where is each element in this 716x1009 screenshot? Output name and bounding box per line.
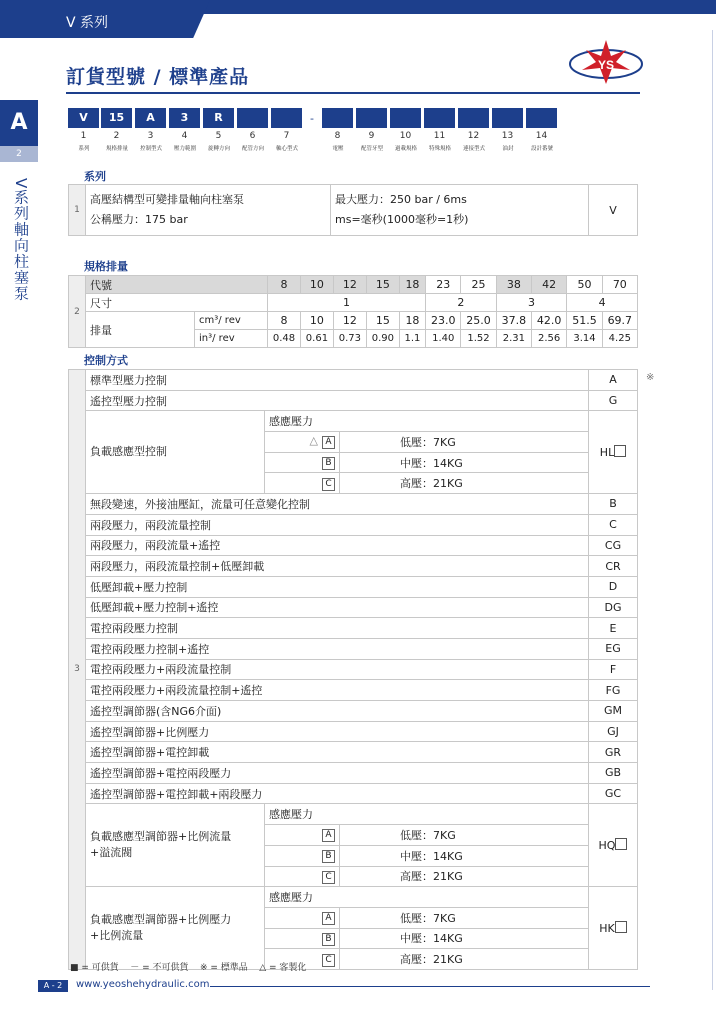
unit-in: in³/ rev [195,330,268,348]
code-box-6 [237,108,268,128]
disp-in: 0.48 [268,330,301,348]
disp-cm: 10 [300,312,333,330]
disp-code: 12 [333,276,366,294]
code-label: 電壓 [332,146,344,152]
code-box-8 [322,108,353,128]
section3-title: 控制方式 [84,354,128,367]
control-label: 遙控型調節器+電控卸載 [86,742,589,763]
code-label: 設計番號 [530,146,553,152]
disp-cm: 51.5 [567,312,602,330]
control-code: A [589,370,638,391]
table-row [69,701,638,722]
table-row [69,556,638,577]
size-value: 1 [268,294,426,312]
code-label: 連接型式 [462,146,485,152]
code-label: 控制型式 [139,146,162,152]
disp-in: 2.56 [532,330,567,348]
checkbox-icon [615,838,627,850]
control-code: EG [589,638,638,659]
footer-page: A - 2 [38,980,68,992]
unit-cm: cm³/ rev [195,312,268,330]
pressure-option [265,866,340,887]
code-box-4: 3 [169,108,200,128]
code-box-7 [271,108,302,128]
option-box: C [322,871,335,884]
pressure-option [265,928,340,949]
custom-triangle-icon: △ [309,434,318,448]
control-table [68,369,638,970]
table-row [69,535,638,556]
size-value: 3 [496,294,567,312]
table-row [69,680,638,701]
series-spec2: ms=毫秒(1000毫秒=1秒) [335,213,469,226]
disp-code: 25 [461,276,496,294]
table-row [69,887,638,908]
disp-in: 0.90 [366,330,399,348]
footer-url[interactable]: www.yeoshehydraulic.com [76,979,210,990]
legend-custom: △ = 客製化 [259,963,307,973]
option-box: A [322,436,335,449]
sense-pressure-label: 感應壓力 [265,411,589,432]
disp-code: 15 [366,276,399,294]
series-code: V [589,185,638,236]
code-label: 配管方向 [241,146,264,152]
disp-code: 70 [602,276,637,294]
control-code: F [589,659,638,680]
option-box: A [322,912,335,925]
disp-in: 1.40 [426,330,461,348]
code-label: 規格排量 [105,146,128,152]
control-code-text: HL [599,446,615,460]
control-code: GM [589,701,638,722]
size-value: 2 [426,294,497,312]
code-label: 油封 [502,146,514,152]
series-spec [331,185,589,236]
size-header: 尺寸 [86,294,268,312]
code-box-14 [526,108,557,128]
disp-code: 38 [496,276,531,294]
code-box-10 [390,108,421,128]
table-row [69,763,638,784]
series-label: V 系列 [66,15,109,31]
control-code [589,411,638,494]
disp-cm: 18 [399,312,425,330]
disp-in: 3.14 [567,330,602,348]
control-code: GJ [589,721,638,742]
disp-cm: 15 [366,312,399,330]
table-row [69,804,638,825]
table-row [69,370,638,391]
pressure-option [265,845,340,866]
control-label: 兩段壓力，兩段流量控制+低壓卸載 [86,556,589,577]
code-num: 13 [501,131,514,141]
series-spec1: 最大壓力：250 bar / 6ms [335,193,467,206]
control-label: 標準型壓力控制 [86,370,589,391]
code-num: 1 [80,131,87,141]
disp-in: 1.1 [399,330,425,348]
disp-cm: 8 [268,312,301,330]
control-code: B [589,494,638,515]
code-label: 特殊規格 [428,146,451,152]
disp-code: 23 [426,276,461,294]
pressure-value: 高壓：21KG [340,949,589,970]
pressure-option [265,473,340,494]
code-num: 2 [113,131,120,141]
code-num: 10 [399,131,412,141]
pressure-value: 中壓：14KG [340,928,589,949]
control-code [589,887,638,970]
disp-code: 18 [399,276,425,294]
table-row [69,494,638,515]
table-row [69,742,638,763]
code-label: 系列 [78,146,90,152]
control-label: 遙控型調節器+電控卸載+兩段壓力 [86,783,589,804]
checkbox-icon [615,921,627,933]
right-border [712,30,713,990]
control-label: 遙控型壓力控制 [86,390,589,411]
pressure-value: 低壓：7KG [340,825,589,846]
code-num: 3 [147,131,154,141]
control-label-line1: 負載感應型控制 [90,445,167,459]
displacement-table [68,275,638,348]
table-row [69,721,638,742]
ys-logo-icon [566,36,646,88]
series-desc2: 公稱壓力：175 bar [90,213,188,226]
svg-text:YS: YS [597,58,615,72]
code-box-13 [492,108,523,128]
control-label: 低壓卸載+壓力控制+遙控 [86,597,589,618]
disp-code: 50 [567,276,602,294]
checkbox-icon [614,445,626,457]
disp-in: 1.52 [461,330,496,348]
code-box-11 [424,108,455,128]
control-label [86,887,265,970]
title-underline [66,92,640,94]
disp-in: 4.25 [602,330,637,348]
pressure-value: 低壓：7KG [340,432,589,453]
control-label: 電控兩段壓力+兩段流量控制+遙控 [86,680,589,701]
code-label: 過載規格 [394,146,417,152]
code-num: 4 [181,131,188,141]
control-code: CG [589,535,638,556]
section-tab: A [0,100,38,146]
code-num: 6 [249,131,256,141]
pressure-value: 低壓：7KG [340,907,589,928]
control-label [86,804,265,887]
code-num: 7 [283,131,290,141]
series-desc1: 高壓結構型可變排量軸向柱塞泵 [90,193,244,206]
control-code: D [589,576,638,597]
legend-available: ■ = 可供貨 [70,963,119,973]
control-label-line2: +比例流量 [90,929,144,943]
control-label: 兩段壓力，兩段流量+遙控 [86,535,589,556]
disp-code: 8 [268,276,301,294]
code-box-3: A [135,108,166,128]
control-label: 無段變速，外接油壓缸，流量可任意變化控制 [86,494,589,515]
control-code: CR [589,556,638,577]
option-box: A [322,829,335,842]
table-row [69,597,638,618]
section-vertical-title: V系列軸向柱塞泵 [12,178,30,302]
page-title: 訂貨型號 / 標準產品 [66,66,250,88]
series-desc [86,185,331,236]
disp-cm: 12 [333,312,366,330]
table-row [69,659,638,680]
code-label: 旋轉方向 [207,146,230,152]
disp-cm: 69.7 [602,312,637,330]
pressure-option [265,907,340,928]
option-box: B [322,850,335,863]
disp-in: 2.31 [496,330,531,348]
section2-title: 規格排量 [84,260,128,273]
control-label: 電控兩段壓力控制+遙控 [86,638,589,659]
code-box-9 [356,108,387,128]
control-label: 遙控型調節器+比例壓力 [86,721,589,742]
table-row [69,576,638,597]
standard-star-icon: ※ [646,372,655,383]
pressure-option [265,432,340,453]
disp-in: 0.73 [333,330,366,348]
control-code: C [589,514,638,535]
control-code: GR [589,742,638,763]
pressure-value: 中壓：14KG [340,452,589,473]
row-num: 3 [69,370,86,970]
code-header: 代號 [86,276,268,294]
control-label: 電控兩段壓力控制 [86,618,589,639]
pressure-value: 高壓：21KG [340,866,589,887]
table-row [69,411,638,432]
footer-line [210,986,650,987]
disp-in: 0.61 [300,330,333,348]
series-table [68,184,638,236]
control-code-text: HK [599,922,615,936]
control-code: DG [589,597,638,618]
control-label [86,411,265,494]
control-label: 遙控型調節器(含NG6介面) [86,701,589,722]
code-label: 配管牙型 [360,146,383,152]
code-box-2: 15 [101,108,132,128]
section-page: 2 [0,146,38,162]
option-box: C [322,954,335,967]
table-row [69,618,638,639]
legend-unavailable: － = 不可供貨 [130,963,189,973]
disp-code: 42 [532,276,567,294]
control-code: GC [589,783,638,804]
control-code-text: HQ [598,839,616,853]
code-num: 5 [215,131,222,141]
control-code: FG [589,680,638,701]
sense-pressure-label: 感應壓力 [265,887,589,908]
legend [70,960,306,973]
disp-code: 10 [300,276,333,294]
code-label: 壓力範圍 [173,146,196,152]
disp-cm: 25.0 [461,312,496,330]
code-num: 12 [467,131,480,141]
row-num: 1 [69,185,86,236]
code-dash: - [310,112,314,125]
option-box: B [322,457,335,470]
code-box-1: V [68,108,99,128]
disp-cm: 42.0 [532,312,567,330]
code-num: 14 [535,131,548,141]
code-num: 8 [334,131,341,141]
disp-cm: 23.0 [426,312,461,330]
row-num: 2 [69,276,86,348]
pressure-option [265,452,340,473]
option-box: C [322,478,335,491]
code-box-5: R [203,108,234,128]
code-num: 9 [368,131,375,141]
sense-pressure-label: 感應壓力 [265,804,589,825]
control-code [589,804,638,887]
table-row [69,390,638,411]
code-box-12 [458,108,489,128]
option-box: B [322,933,335,946]
disp-cm: 37.8 [496,312,531,330]
control-code: E [589,618,638,639]
table-row [69,514,638,535]
disp-header: 排量 [86,312,195,348]
pressure-value: 中壓：14KG [340,845,589,866]
control-code: GB [589,763,638,784]
table-row [69,638,638,659]
table-row [69,783,638,804]
control-label: 遙控型調節器+電控兩段壓力 [86,763,589,784]
code-num: 11 [433,131,446,141]
pressure-option [265,825,340,846]
section1-title: 系列 [84,170,106,183]
size-value: 4 [567,294,638,312]
control-label-line1: 負載感應型調節器+比例壓力 [90,913,232,927]
legend-standard: ※ = 標準品 [199,963,248,973]
control-label: 兩段壓力，兩段流量控制 [86,514,589,535]
control-label: 電控兩段壓力+兩段流量控制 [86,659,589,680]
control-label-line2: +溢流閥 [90,846,133,860]
control-code: G [589,390,638,411]
pressure-value: 高壓：21KG [340,473,589,494]
code-label: 軸心型式 [275,146,298,152]
control-label: 低壓卸載+壓力控制 [86,576,589,597]
control-label-line1: 負載感應型調節器+比例流量 [90,830,232,844]
